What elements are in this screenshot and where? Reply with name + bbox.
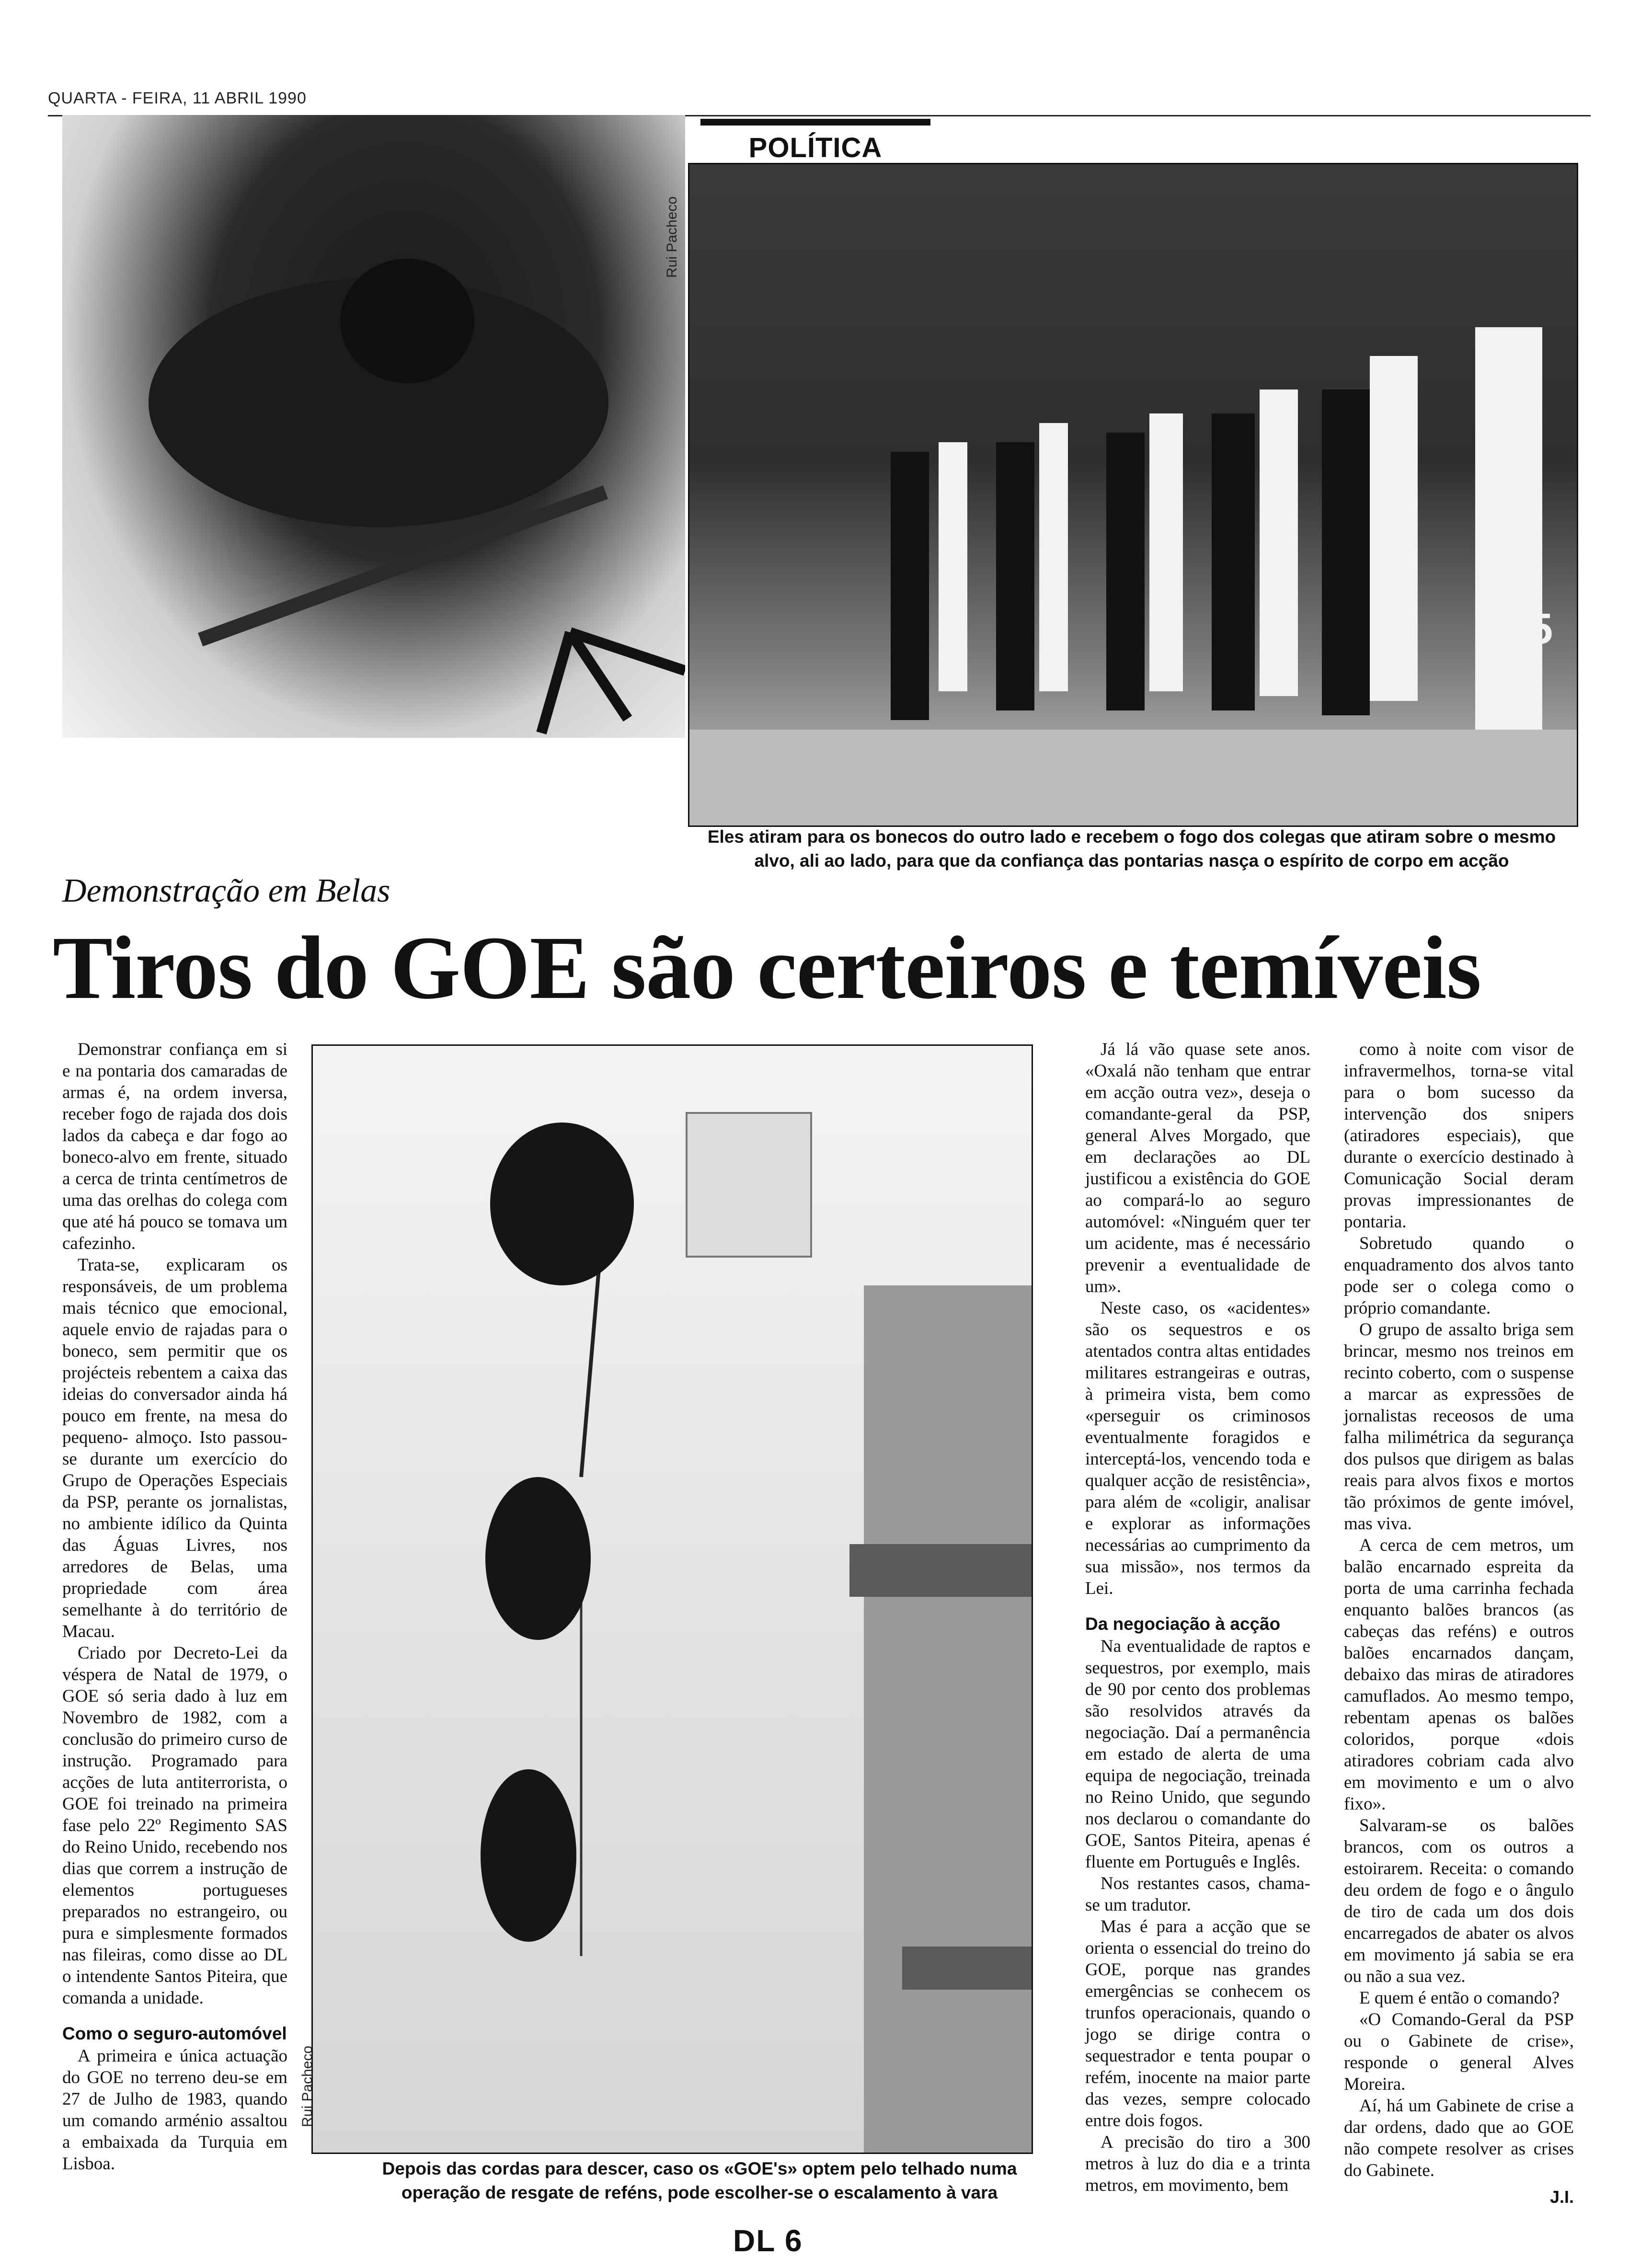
col2-para-5: Mas é para a acção que se orienta o essencial do treino do GOE, porque nas grandes emergências se conhecem os trunfos operacionais, quando o jogo se dirige contra o sequestrador e tenta poupar o refém, inocente na maior parte das vezes, sempre colocado entre dois fogos. xyxy=(1085,1917,1310,2131)
col3-para-7: «O Comando-Geral da PSP ou o Gabinete de crise», responde o general Alves Moreira. xyxy=(1344,2010,1574,2094)
headline: Tiros do GOE são certeiros e temíveis xyxy=(53,917,1481,1018)
column-1 xyxy=(62,1039,287,2175)
col3-para-5: Salvaram-se os balões brancos, com os outros a estoirarem. Receita: o comando deu ordem de fogo e o ângulo de tiro de cada um dos dois encarregados de abater os alvos em movimento já sabia se era ou não a sua vez. xyxy=(1344,1816,1574,1986)
signature: J.I. xyxy=(1549,2187,1574,2207)
photo-sniper xyxy=(62,115,685,738)
col2-para-6: A precisão do tiro a 300 metros à luz do dia e a trinta metros, em movimento, bem xyxy=(1085,2132,1310,2195)
col1-para-2: Trata-se, explicaram os responsáveis, de um problema mais técnico que emocional, aquele envio de rajadas para o boneco, sem permitir que os projécteis rebentem a caixa das ideias do conversador ainda há pouco em frente, na mesa do pequeno- almoço. Isto passou-se durante um exercício do Grupo de Operações Especiais da PSP, perante os jornalistas, no ambiente idílico da Quinta das Águas Livres, nos arredores de Belas, uma propriedade com área semelhante à do território de Macau. xyxy=(62,1255,287,1641)
target-number: 5 xyxy=(1529,605,1553,653)
col1-para-4: A primeira e única actuação do GOE no terreno deu-se em 27 de Julho de 1983, quando um comando arménio assaltou a embaixada da Turquia em Lisboa. xyxy=(62,2046,287,2174)
col1-para-1: Demonstrar confiança em si e na pontaria dos camaradas de armas é, na ordem inversa, receber fogo de rajada dos dois lados da cabeça e dar fogo ao boneco-alvo em frente, situado a cerca de trinta centímetros de uma das orelhas do colega com que até há pouco se tomava um cafezinho. xyxy=(62,1040,287,1253)
dateline: QUARTA - FEIRA, 11 ABRIL 1990 xyxy=(48,89,307,107)
column-2 xyxy=(1085,1039,1310,2196)
col3-para-4: A cerca de cem metros, um balão encarnado espreita da porta de uma carrinha fechada enquanto balões brancos (as cabeças das reféns) e outros balões encarnados dançam, debaixo das miras de atiradores camuflados. Ao mesmo tempo, rebentam apenas os balões coloridos, porque «dois atiradores cobriam cada alvo em movimento e um o alvo fixo». xyxy=(1344,1535,1574,1814)
col1-para-3: Criado por Decreto-Lei da véspera de Natal de 1979, o GOE só seria dado à luz em Novembro de 1982, com a conclusão do primeiro curso de instrução. Programado para acções de luta antiterrorista, o GOE foi treinado na primeira fase pelo 22º Regimento SAS do Reino Unido, recebendo nos dias que correm a instrução de elementos portugueses preparados no estrangeiro, ou pura e simplesmente formados nas fileiras, como disse ao DL o intendente Santos Piteira, que comanda a unidade. xyxy=(62,1643,287,2008)
photo-credit-top: Rui Pacheco xyxy=(664,196,680,278)
col2-para-1: Já lá vão quase sete anos. «Oxalá não tenham que entrar em acção outra vez», deseja o comandante-geral da PSP, general Alves Morgado, que em declarações ao DL justificou a existência do GOE ao compará-lo ao seguro automóvel: «Ninguém quer ter um acidente, mas é necessário prevenir a eventualidade de um». xyxy=(1085,1040,1310,1296)
subhead-negociacao: Da negociação à acção xyxy=(1085,1614,1281,1634)
targets-illustration xyxy=(689,164,1577,825)
col3-para-6: E quem é então o comando? xyxy=(1359,1988,1560,2008)
subhead-seguro: Como o seguro-automóvel xyxy=(62,2024,287,2043)
col2-para-2: Neste caso, os «acidentes» são os sequestros e os atentados contra altas entidades militares estrangeiras e outras, à primeira vista, bem como «perseguir os criminosos eventualmente foragidos e interceptá-los, vencendo toda e qualquer acção de resistência», para além de «coligir, analisar e explorar as informações necessárias ao cumprimento da sua missão», nos termos da Lei. xyxy=(1085,1298,1310,1598)
page-number: DL 6 xyxy=(733,2223,803,2258)
col3-para-3: O grupo de assalto briga sem brincar, mesmo nos treinos em recinto coberto, com o suspense a marcar as expressões de jornalistas receosos de uma falha milimétrica da segurança dos pulsos que dirigem as balas reais para alvos fixos e mortos tão próximos de gente imóvel, mas viva. xyxy=(1344,1320,1574,1534)
sniper-silhouette xyxy=(62,115,685,738)
col3-para-8: Aí, há um Gabinete de crise a dar ordens, dado que ao GOE não compete resolver as crises do Gabinete. xyxy=(1344,2096,1574,2180)
column-3 xyxy=(1344,1039,1574,2208)
col3-para-2: Sobretudo quando o enquadramento dos alvos tanto pode ser o colega como o próprio comandante. xyxy=(1344,1234,1574,1318)
rappel-illustration xyxy=(313,1046,1032,2153)
photo-targets xyxy=(688,163,1578,827)
col2-para-4: Nos restantes casos, chama-se um tradutor. xyxy=(1085,1874,1310,1915)
kicker: Demonstração em Belas xyxy=(62,872,390,909)
photo-credit-bottom: Rui Pacheco xyxy=(299,2045,315,2127)
photo-rappel xyxy=(311,1044,1033,2154)
caption-targets: Eles atiram para os bonecos do outro lado e recebem o fogo dos colegas que atiram sobre o mesmo alvo, ali ao lado, para que da confiança das pontarias nasça o espírito de corpo em acção xyxy=(707,827,1556,871)
col3-para-1: como à noite com visor de infravermelhos, torna-se vital para o bom sucesso da intervenção dos snipers (atiradores especiais), que durante o exercício destinado à Comunicação Social deram provas impressionantes de pontaria. xyxy=(1344,1040,1574,1232)
section-label: POLÍTICA xyxy=(700,119,930,172)
caption-rappel: Depois das cordas para descer, caso os «GOE's» optem pelo telhado numa operação de resgate de reféns, pode escolher-se o escalamento à vara xyxy=(382,2159,1017,2202)
col2-para-3: Na eventualidade de raptos e sequestros, por exemplo, mais de 90 por cento dos problemas são resolvidos através da negociação. Daí a permanência em estado de alerta de uma equipa de negociação, treinada no Reino Unido, que segundo nos declarou o comandante do GOE, Santos Piteira, apenas é fluente em Português e Inglês. xyxy=(1085,1637,1310,1872)
